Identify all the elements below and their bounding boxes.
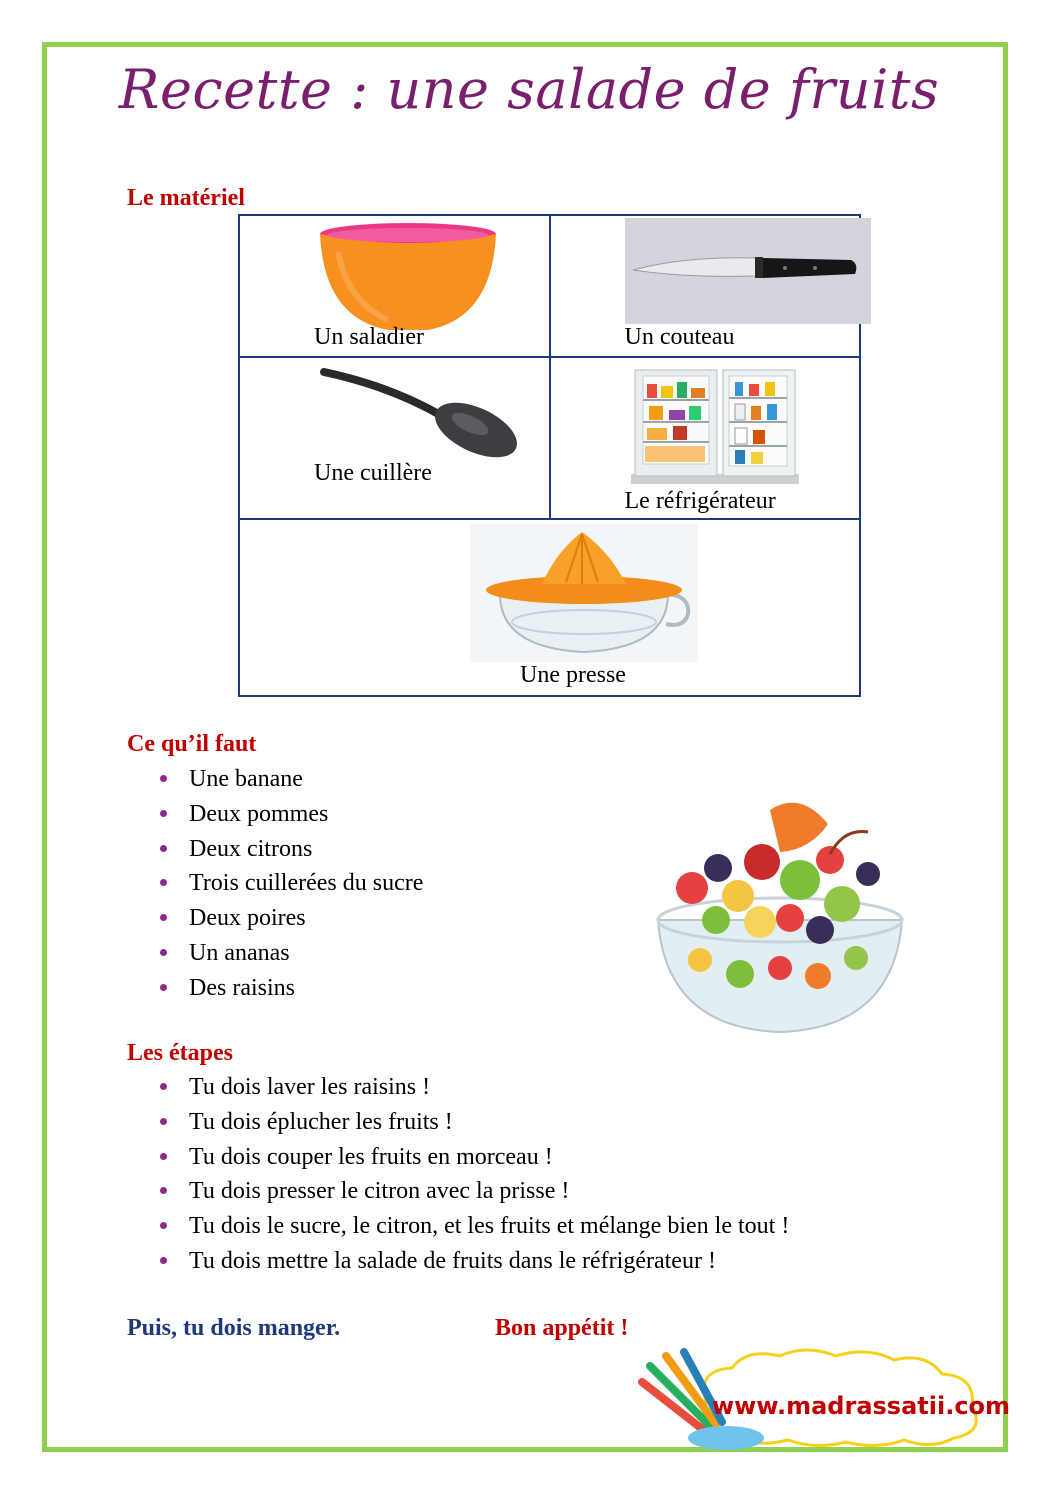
list-item: Deux poires (160, 901, 423, 936)
knife-image (625, 218, 871, 324)
tool-label: Un saladier (314, 324, 424, 350)
cell-refrigerateur (550, 357, 861, 519)
tool-label: Un couteau (624, 324, 735, 350)
cell-couteau (550, 215, 861, 357)
materiel-heading: Le matériel (127, 185, 245, 211)
fridge-image (631, 366, 799, 484)
ingredients-heading: Ce qu’il faut (127, 731, 257, 757)
fruit-salad-image (630, 770, 930, 1060)
bullet-icon (160, 1118, 167, 1125)
bullet-icon (160, 1222, 167, 1229)
list-item: Des raisins (160, 971, 423, 1006)
list-item: Deux citrons (160, 832, 423, 867)
bullet-icon (160, 845, 167, 852)
bowl-image (318, 222, 498, 334)
closing-text: Puis, tu dois manger. (127, 1315, 341, 1341)
list-item: Un ananas (160, 936, 423, 971)
page-title: Recette : une salade de fruits (118, 58, 940, 121)
website-link[interactable]: www.madrassatii.com (712, 1392, 1011, 1420)
list-item: Tu dois laver les raisins ! (160, 1070, 789, 1105)
list-item: Tu dois couper les fruits en morceau ! (160, 1140, 789, 1175)
bullet-icon (160, 984, 167, 991)
list-item: Deux pommes (160, 797, 423, 832)
list-item: Tu dois éplucher les fruits ! (160, 1105, 789, 1140)
bullet-icon (160, 1153, 167, 1160)
list-item: Une banane (160, 762, 423, 797)
bullet-icon (160, 1187, 167, 1194)
list-item: Tu dois le sucre, le citron, et les fruits et mélange bien le tout ! (160, 1209, 789, 1244)
tool-label: Une presse (520, 662, 626, 688)
cell-presse (239, 519, 860, 696)
tool-label: Le réfrigérateur (624, 488, 776, 514)
bullet-icon (160, 1083, 167, 1090)
etapes-heading: Les étapes (127, 1040, 233, 1066)
list-item: Trois cuillerées du sucre (160, 866, 423, 901)
materiel-table (238, 214, 861, 697)
cell-saladier (239, 215, 550, 357)
bullet-icon (160, 775, 167, 782)
tool-label: Une cuillère (314, 460, 432, 486)
list-item: Tu dois mettre la salade de fruits dans le réfrigérateur ! (160, 1244, 789, 1279)
etapes-list (160, 1070, 789, 1279)
spoon-image (320, 364, 520, 460)
bullet-icon (160, 810, 167, 817)
bullet-icon (160, 879, 167, 886)
bullet-icon (160, 914, 167, 921)
bullet-icon (160, 949, 167, 956)
cell-cuillere (239, 357, 550, 519)
ingredients-list (160, 762, 423, 1006)
list-item: Tu dois presser le citron avec la prisse ! (160, 1174, 789, 1209)
bon-appetit-text: Bon appétit ! (495, 1315, 629, 1341)
juicer-image (470, 524, 698, 662)
bullet-icon (160, 1257, 167, 1264)
